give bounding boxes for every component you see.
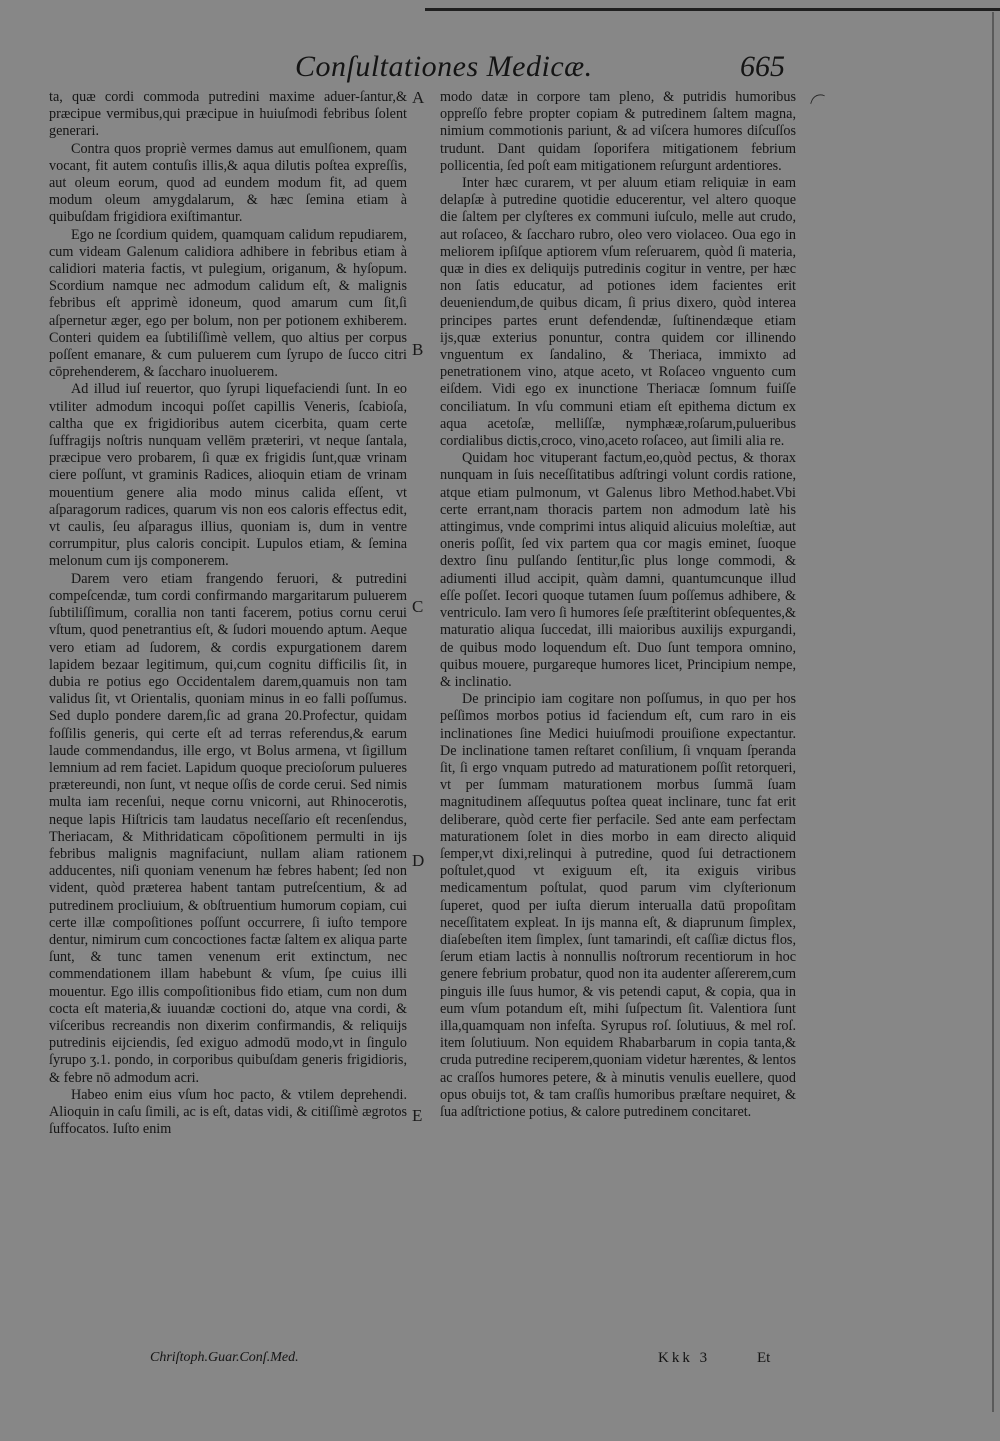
paragraph: modo datæ in corpore tam pleno, & putridis humoribus oppreſſo febre propter copiam & putredinem ſaltem magna, nimium commotionis pariunt, & ad viſcera humores diſcuſſos trudunt. Dant quidam ſoporifera mitigationem febrium pollicentia, ſed poſt eam mitigationem reſurgunt ardentiores. <box>440 89 796 174</box>
paragraph: Quidam hoc vituperant factum,eo,quòd pectus, & thorax nunquam in ſuis neceſſitatibus adſtringi volunt cordis ratione, atque etiam pulmonum, vt Galenus libro Method.habet.Vbi certe errant,nam thoracis partem non admodum latè his attingimus, vnde comprimi intus aliquid alicuius moleſtiæ, aut oneris poſſit, ſed vix partem qua cor magis eminet, ſuoque dextro ſinu pulſando ſentitur,ſic plus longe commodi, & adiumenti illud accipit, quàm damni, quantumcunque illud eſſe poſſet. Iecori quoque tutamen ſuum poſſemus adhibere, & ventriculo. Iam vero ſi humores ſeſe præſtiterint obſequentes,& maturatio aliqua ſuccedat, illi maioribus auxilijs expurgandi, de quibus modo loquendum eſt. Duo ſunt tempora omnino, quibus mouere, purgareque humores licet, Principium nempe, & inclinatio. <box>440 450 796 690</box>
catchword: Et <box>757 1350 771 1366</box>
page-edge-rule <box>425 8 1000 11</box>
section-marker-c: C <box>412 597 424 616</box>
section-marker-b: B <box>412 340 424 359</box>
paragraph: Contra quos propriè vermes damus aut emulſionem, quam vocant, fit autem contuſis illis,& aqua dilutis poſtea expreſſis, aut oleum eorum, quod ad eundem modum fit, ad quem modum oleum amygdalarum, & hæc ſemina etiam à quibuſdam frigidiora exiſtimantur. <box>49 140 407 226</box>
paragraph: Darem vero etiam frangendo feruori, & putredini compeſcendæ, tum cordi confirmando margaritarum puluerem ſubtiliſſimum, coralliа non tanti facerem, potius cornu cerui vſtum, quod penetrantius eſt, & ſudori mouendo aptum. Aeque vero etiam ad ſudorem, & cordis expurgationem darem lapidem bezaar legitimum, qui,cum cognitu difficilis ſit, in dubia re potius ego Occidentalem darem,quamuis non tam validus ſit, vt Orientalis, quoniam minus in eo falli poſſumus. Sed duplo pondere darem,ſic ad grana 20.Profectur, quidam foſſilis generis, qui certe eſt ad terras referendus,& earum laude commendandus, ille ergo, vt Bolus armena, vt ſigillum lemnium ad rem faciet. Lapidum quoque precioſorum pulueres prætereundi, non ſunt, vt neque oſſis de corde cerui. Sed nimis multa iam recenſui, neque cornu vnicorni, aut Rhinocerotis, neque lapis Hiſtricis tam laudatus neceſſario eſt recenſendus, Theriacam, & Mithridaticam cōpoſitionem permulti in ijs febribus malignis magnifaciunt, nullam aliam rationem adducentes, niſi quoniam venenum hæ febres habent; ſed non vident, quòd præterea habent tantam putreſcentium, & ad putredinem procliuium, & obſtruentium humorum copiam, cui certe illæ compoſitiones poſſunt occurrere, ſi iuſto tempore dentur, nimirum cum concoctiones factæ ſaltem ex aliqua parte ſunt, & tunc tamen venenum erit extinctum, nec commendationem illam habebunt & vſum, ſpe cuius illi mouentur. Ego illis compoſitionibus fido etiam, cum non dum cocta eſt materia,& iuuandæ coctioni do, atque vna cordi, & viſceribus recreandis non dixerim confirmandis, & reliquijs putredinis eijciendis, ſed exiguo admodū modo,vt in ſingulo ſyrupo ʒ.1. pondo, in corporibus quibuſdam generis frigidioris, & febre nō admodum acri. <box>49 570 407 1086</box>
left-column <box>49 89 407 1138</box>
paragraph: Ego ne ſcordium quidem, quamquam calidum repudiarem, cum videam Galenum calidiora adhibere in febribus etiam à calidiori materia factis, vt pulegium, origanum, & hyſopum. Scordium namque nec admodum calidum eſt, & malignis febribus eſt apprimè idoneum, quod amarum cum ſit,ſi aſpernetur æger, ego per bolum, non per potionem exhiberem. Conteri quidem ea ſubtiliſſimè vellem, quo altius per corpus poſſent emanare, & cum puluerem cum ſyrupo de ſucco citri cōprehenderem, & ſaccharo inuoluerem. <box>49 226 407 381</box>
signature-mark: Kkk 3 <box>658 1350 711 1366</box>
section-marker-e: E <box>412 1106 423 1125</box>
paragraph: ta, quæ cordi commoda putredini maxime aduer-ſantur,& præcipue vermibus,qui præcipue in huiuſmodi febribus ſolent generari. <box>49 89 407 140</box>
page-title: Conſultationes Medicæ. <box>295 50 593 83</box>
page-number: 665 <box>740 50 785 83</box>
section-marker-d: D <box>412 851 425 870</box>
margin-mark <box>810 92 825 108</box>
section-marker-a: A <box>412 88 425 107</box>
paragraph: Inter hæc curarem, vt per aluum etiam reliquiæ in eam delapſæ à putredine quotidie educerentur, vel altero quoque die ſaltem per clyſteres ex communi iuſculo, melle aut crudo, aut roſaceo, & ſaccharo rubro, oleo vero violaceo. Oua ego in meliorem ipſiſque aptiorem vſum reſeruarem, quòd ſi materia, quæ in dies ex deliquijs putredinis cogitur in ventre, per hæc non ſatis educatur, ad potiones idem facientes erit deueniendum,de quibus dicam, ſi prius dixero, quòd interea principes partes erunt defendendæ, ſuſtinendæque etiam ijs,quæ exterius ponuntur, contra quidem cor illinendo vnguentum ex ſandalino, & Theriaca, immixto ad penetrationem vino, atque aceto, vt Roſaceo vnguento cum eiſdem. Vidi ego ex inunctione Theriacæ ſomnum fuiſſe conciliatum. In vſu communi etiam eſt epithema dictum ex aqua acetoſæ, melliſſæ, nymphææ,roſarum,pulueribus cordialibus dictis,croco, vino,aceto roſaceo, aut ſimili alia re. <box>440 175 796 450</box>
running-header <box>295 50 785 84</box>
footer-running-title: Chriſtoph.Guar.Conſ.Med. <box>150 1350 299 1365</box>
page-edge-shadow <box>992 12 994 1412</box>
right-column <box>440 89 796 1121</box>
paragraph: Ad illud iuſ reuertor, quo ſyrupi liquefaciendi ſunt. In eo vtiliter admodum incoqui poſſet capillis Veneris, ſcabioſa, caltha que ex frigidioribus autem cicerbita, quam certe ſuffragijs noſtris nunquam vellēm præteriri, vt neque ſantala, præcipue vero probarem, ſi quæ ex frigidis ſunt,quæ vrinam ciere poſſunt, vt graminis Radices, alioquin etiam de vrinam mouentium genere alia modo minus calida eſſent, vt aſparagorum radices, quarum vis non eos caloris effectus edit, vt caulis, ſeu aſparagus illius, quoniam is, dum in ventre corrumpitur, plus caloris concipit. Lupulos etiam, & ſemina melonum cum ijs componerem. <box>49 381 407 570</box>
paragraph: Habeo enim eius vſum hoc pacto, & vtilem deprehendi. Alioquin in caſu ſimili, ac is eſt, datas vidi, & citiſſimè ægrotos ſuffocatos. Iuſto enim <box>49 1086 407 1138</box>
paragraph: De principio iam cogitare non poſſumus, in quo per hos peſſimos morbos potius id faciendum eſt, cum raro in eis inclinationes ſine Medici huiuſmodi prouiſione expectantur. De inclinatione tamen reſtaret conſilium, ſi vnquam ſperanda ſit, ſi ergo vnquam putredo ad maturationem poſſit retorqueri, vt per ſummam maturationem morbus ſummā ſuam magnitudinem aſſequutus poſtea queat inclinare, tunc fat erit deliberare, quòd certe fier perfacile. Sed ante eam perfectam maturationem ſolet in dies morbo in eam directo aliquid ſemper,vt dixi,relinqui à putredine, quod ſui detractionem poſtulet,quod vt exiguum eſt, ita exiguis viribus medicamentum poſtulat, quod parum vim clyſterionum ſuperet, quod per iuſta dierum interualla datū propoſitam neceſſitatem expleat. In ijs manna eſt, & diaprunum ſimplex, diaſebeſten item ſimplex, ſunt tamarindi, eſt caſſiæ dictus flos, ſerum etiam lactis à nonnullis noſtrorum recentiorum in hoc genere febrium probatur, quod non ita audenter aſſererem,cum pinguis ille ſuus humor, & vis petendi caput, & copia, qua in eum vſum potandum eſt, mihi ſuſpectum ſit. Valentiora ſunt illa,quamquam non infeſta. Syrupus roſ. ſolutiuus, & mel roſ. item ſolutiuum. Non equidem Rhabarbarum in copia tanta,& cruda putredine reciperem,quoniam videtur hærentes, & lentos ac craſſos humores petere, & à minutis venulis euellere, quod opus obuijs tot, & tam craſſis humoribus præſtare nequiret, & ſua adſtrictione potius, & calore putredinem concitaret. <box>440 691 796 1120</box>
